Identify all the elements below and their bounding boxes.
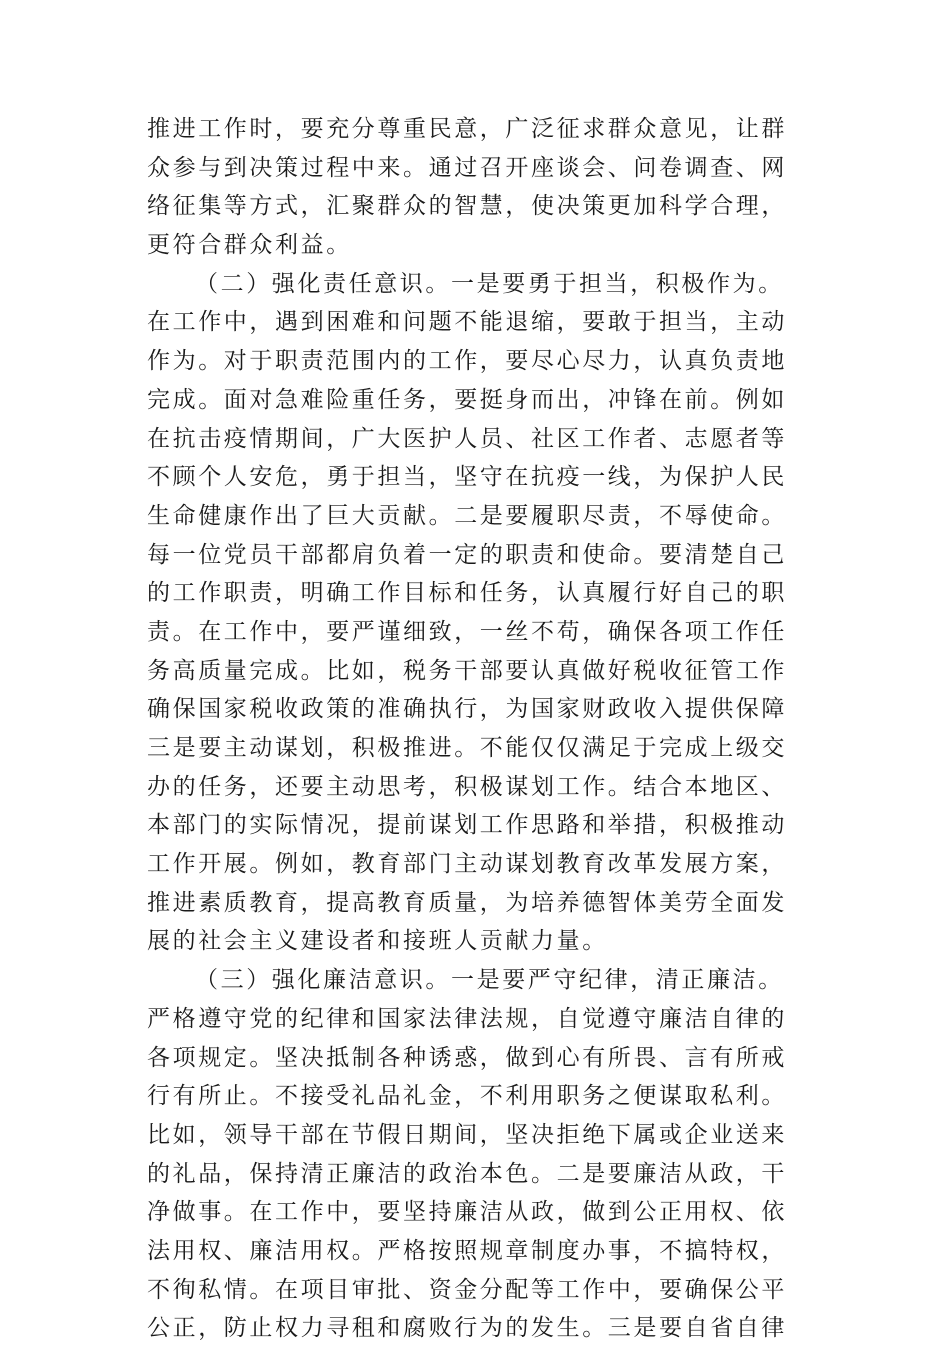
text-line: 公正，防止权力寻租和腐败行为的发生。三是要自省自律 [147,1315,787,1342]
text-line: 众参与到决策过程中来。通过召开座谈会、问卷调查、网 [147,154,787,181]
text-line: 推进工作时，要充分尊重民意，广泛征求群众意见，让群 [147,116,787,142]
text-line: 本部门的实际情况，提前谋划工作思路和举措，积极推动 [147,812,787,839]
text-line: 的工作职责，明确工作目标和任务，认真履行好自己的职 [147,580,787,607]
text-line: 各项规定。坚决抵制各种诱惑，做到心有所畏、言有所戒 [147,1044,787,1071]
text-line: 确保国家税收政策的准确执行，为国家财政收入提供保障 [147,696,787,723]
text-line: 严格遵守党的纪律和国家法律法规，自觉遵守廉洁自律的 [147,1005,787,1032]
text-line: 净做事。在工作中，要坚持廉洁从政，做到公正用权、依 [147,1199,787,1226]
text-line: 不徇私情。在项目审批、资金分配等工作中，要确保公平 [147,1276,787,1303]
text-line: 不顾个人安危，勇于担当，坚守在抗疫一线，为保护人民 [147,464,787,491]
text-line: 每一位党员干部都肩负着一定的职责和使命。要清楚自己 [147,541,787,568]
text-line: 络征集等方式，汇聚群众的智慧，使决策更加科学合理， [147,193,787,220]
text-line: 办的任务，还要主动思考，积极谋划工作。结合本地区、 [147,773,787,800]
text-line: 完成。面对急难险重任务，要挺身而出，冲锋在前。例如 [147,386,787,413]
text-line: 的礼品，保持清正廉洁的政治本色。二是要廉洁从政，干 [147,1160,787,1187]
text-line: 比如，领导干部在节假日期间，坚决拒绝下属或企业送来 [147,1121,787,1148]
text-line: 三是要主动谋划，积极推进。不能仅仅满足于完成上级交 [147,735,787,761]
text-line: 作为。对于职责范围内的工作，要尽心尽力，认真负责地 [147,348,787,375]
text-line: 生命健康作出了巨大贡献。二是要履职尽责，不辱使命。 [147,502,787,529]
section-heading-line: （三）强化廉洁意识。一是要严守纪律，清正廉洁。 [195,967,784,994]
text-line: 责。在工作中，要严谨细致，一丝不苟，确保各项工作任 [147,618,787,645]
section-heading-line: （二）强化责任意识。一是要勇于担当，积极作为。 [195,270,784,297]
text-line: 展的社会主义建设者和接班人贡献力量。 [147,928,608,955]
text-line: 更符合群众利益。 [147,232,352,259]
text-line: 工作开展。例如，教育部门主动谋划教育改革发展方案， [147,851,787,878]
text-line: 在工作中，遇到困难和问题不能退缩，要敢于担当，主动 [147,309,787,336]
text-line: 务高质量完成。比如，税务干部要认真做好税收征管工作 [147,657,787,684]
text-line: 法用权、廉洁用权。严格按照规章制度办事，不搞特权， [147,1237,787,1264]
document-body [147,110,803,1348]
text-line: 行有所止。不接受礼品礼金，不利用职务之便谋取私利。 [147,1083,787,1110]
text-line: 推进素质教育，提高教育质量，为培养德智体美劳全面发 [147,889,787,916]
text-line: 在抗击疫情期间，广大医护人员、社区工作者、志愿者等 [147,425,787,452]
